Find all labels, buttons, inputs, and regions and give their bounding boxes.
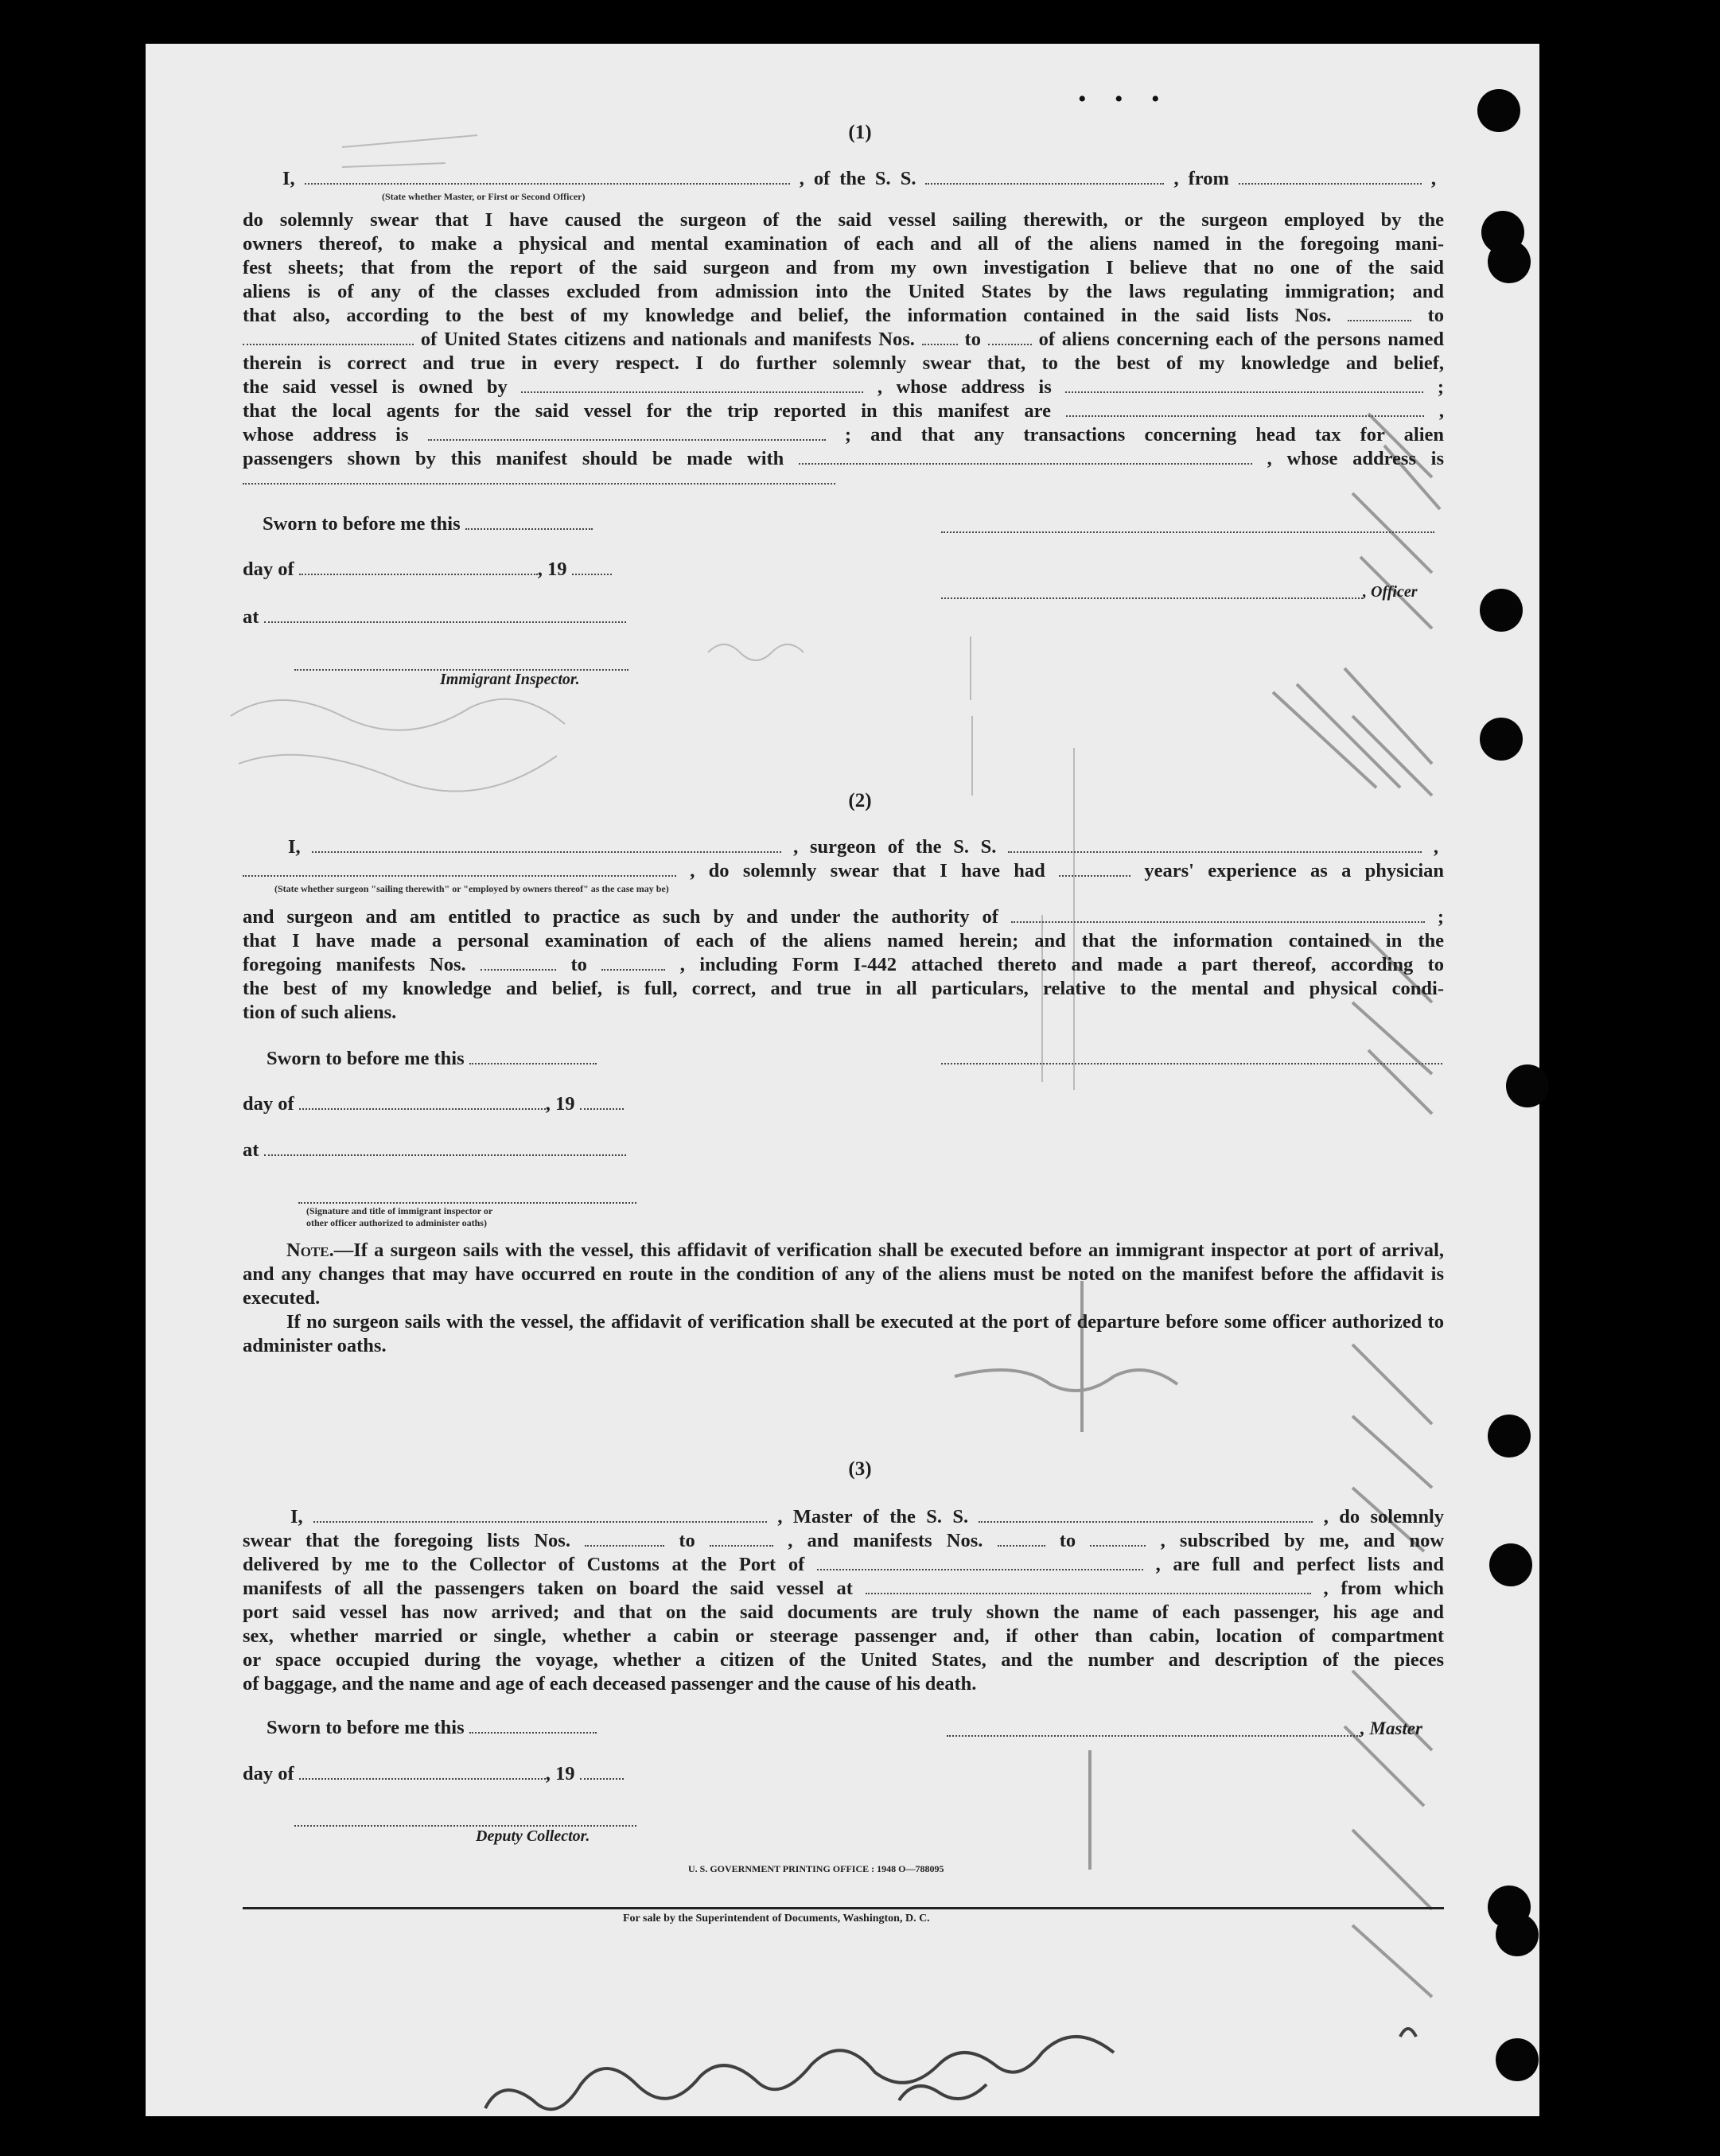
section-3-line-e: port said vessel has now arrived; and that on the said documents are truly shown the name of each passenger, his age and: [243, 1601, 1444, 1623]
section-3-manifests-from-field[interactable]: [998, 1544, 1045, 1547]
surgeon-manifests-to-field[interactable]: [601, 968, 665, 971]
section-2-number: (2): [848, 790, 872, 811]
section-1-line-7: therein is correct and true in every respect. I do further solemnly swear that, to the best of my knowledge and belief,: [243, 352, 1444, 374]
section-2-sig-caption-2: other officer authorized to administer oaths): [306, 1217, 487, 1228]
section-3-deputy-line[interactable]: [294, 1824, 636, 1827]
section-3-boarding-port-field[interactable]: [866, 1592, 1311, 1594]
gpo-imprint: U. S. GOVERNMENT PRINTING OFFICE : 1948 O—788095: [688, 1863, 944, 1874]
section-3-master-line[interactable]: [947, 1734, 1360, 1737]
section-2-line-c: and surgeon and am entitled to practice as such by and under the authority of ;: [243, 906, 1445, 928]
binder-hole: [1488, 1415, 1531, 1457]
section-1-line-a: I, , of the S. S. , from ,: [282, 168, 1437, 189]
section-1-year-field[interactable]: [572, 573, 612, 575]
section-2-line-a: I, , surgeon of the S. S. ,: [288, 836, 1438, 858]
section-3-lists-to-field[interactable]: [710, 1544, 773, 1547]
footer-rule: [243, 1907, 1444, 1909]
section-3-year-field[interactable]: [580, 1777, 624, 1780]
section-1-number: (1): [848, 122, 872, 143]
from-port-field[interactable]: [1239, 182, 1422, 185]
head-tax-party-field[interactable]: [799, 462, 1252, 465]
binder-hole: [1488, 240, 1531, 283]
for-sale-line: For sale by the Superintendent of Documents, Washington, D. C.: [623, 1913, 930, 1924]
section-1-inspector-label: Immigrant Inspector.: [440, 671, 580, 688]
surgeon-name-field[interactable]: [312, 850, 781, 853]
section-1-signature-line[interactable]: [941, 531, 1434, 533]
section-1-line-1: do solemnly swear that I have caused the surgeon of the said vessel sailing therewith, or the surgeon employed by the: [243, 209, 1444, 231]
section-2-signature-line[interactable]: [941, 1062, 1442, 1064]
section-3-deputy-label: Deputy Collector.: [476, 1827, 590, 1845]
section-2-line-e: foregoing manifests Nos. to , including Form I-442 attached thereto and made a part thereof, according to: [243, 954, 1445, 975]
section-3-vessel-field[interactable]: [979, 1520, 1313, 1523]
manifests-to-field[interactable]: [988, 343, 1032, 345]
binder-hole: [1480, 718, 1523, 761]
scan-speckle: • • •: [1078, 86, 1171, 112]
owner-field[interactable]: [521, 391, 863, 393]
section-1-line-11: passengers shown by this manifest should be made with , whose address is: [243, 448, 1444, 469]
section-2-sworn-day-field[interactable]: [469, 1062, 597, 1064]
section-1-at-field[interactable]: [264, 621, 626, 623]
lists-from-field[interactable]: [1348, 319, 1411, 321]
binder-hole: [1489, 1543, 1532, 1586]
section-1-line-8: the said vessel is owned by , whose address is ;: [243, 376, 1445, 398]
section-2-month-field[interactable]: [299, 1107, 546, 1110]
section-2-line-f: the best of my knowledge and belief, is full, correct, and true in all particulars, relative to the mental and physical condi-: [243, 978, 1444, 999]
surgeon-vessel-field[interactable]: [1008, 850, 1422, 853]
section-2-line-g: tion of such aliens.: [243, 1002, 397, 1023]
section-1-line-4: aliens is of any of the classes excluded from admission into the United States by the laws regulating immigration; and: [243, 281, 1444, 302]
binder-hole: [1506, 1064, 1549, 1107]
section-1-officer-label: , Officer: [1363, 583, 1418, 601]
section-2-note-2: If no surgeon sails with the vessel, the affidavit of verification shall be executed at the port of departure before some officer authorized to administer oaths.: [243, 1311, 1444, 1356]
agents-address-field[interactable]: [428, 438, 826, 441]
section-3-day-of: day of , 19: [243, 1763, 624, 1785]
section-2-sworn: Sworn to before me this: [267, 1048, 597, 1070]
section-3-line-g: or space occupied during the voyage, whether a citizen of the United States, and the number and description of the pieces: [243, 1649, 1444, 1671]
local-agents-field[interactable]: [1066, 414, 1424, 417]
section-3-line-b: swear that the foregoing lists Nos. to , and manifests Nos. to , subscribed by me, and now: [243, 1530, 1445, 1551]
section-1-officer-line[interactable]: [941, 597, 1363, 599]
section-2-at-field[interactable]: [264, 1154, 626, 1156]
section-2-inspector-line[interactable]: [298, 1201, 636, 1204]
section-2-year-field[interactable]: [580, 1107, 624, 1110]
section-1-at: at: [243, 606, 626, 629]
section-3-month-field[interactable]: [299, 1777, 546, 1780]
binder-hole: [1480, 589, 1523, 632]
manifests-from-field[interactable]: [922, 343, 958, 345]
section-3-line-a: I, , Master of the S. S. , do solemnly: [290, 1506, 1445, 1527]
section-2-day-of: day of , 19: [243, 1093, 624, 1115]
section-2-note-1: Note.—If a surgeon sails with the vessel, this affidavit of verification shall be executed before an immigrant inspector at port of arrival, and any changes that may have occurred en route in the condition of any of the aliens must be noted on the manifest before the affidavit is executed.: [243, 1240, 1444, 1309]
section-1-line-10: whose address is ; and that any transactions concerning head tax for alien: [243, 424, 1445, 446]
section-3-line-c: delivered by me to the Collector of Customs at the Port of , are full and perfect lists and: [243, 1554, 1444, 1575]
lists-to-field[interactable]: [243, 343, 414, 345]
section-1-month-field[interactable]: [299, 573, 538, 575]
section-1-line-a-caption: (State whether Master, or First or Second Officer): [382, 191, 586, 202]
head-tax-address-field[interactable]: [243, 482, 835, 485]
section-3-line-f: sex, whether married or single, whether a cabin or steerage passenger and, if other than cabin, location of compartment: [243, 1625, 1444, 1647]
section-1-line-9: that the local agents for the said vessel for the trip reported in this manifest are ,: [243, 400, 1445, 422]
section-3-port-field[interactable]: [817, 1568, 1143, 1570]
section-1-sworn-day-field[interactable]: [465, 527, 593, 530]
section-2-sig-caption-1: (Signature and title of immigrant inspector or: [306, 1205, 493, 1216]
years-experience-field[interactable]: [1059, 874, 1130, 877]
section-1-line-2: owners thereof, to make a physical and mental examination of each and all of the aliens named in the foregoing mani-: [243, 233, 1444, 255]
section-3-sworn: Sworn to before me this: [267, 1717, 597, 1739]
section-1-day-of: day of , 19: [243, 558, 612, 581]
section-2-line-b-caption: (State whether surgeon "sailing therewith" or "employed by owners thereof" as the case may be): [274, 883, 669, 894]
section-2-line-d: that I have made a personal examination of each of the aliens named herein; and that the information contained in the: [243, 930, 1444, 952]
section-3-master-label: , Master: [1360, 1718, 1422, 1738]
binder-hole: [1496, 1913, 1539, 1956]
section-3-sworn-day-field[interactable]: [469, 1731, 597, 1734]
authority-field[interactable]: [1011, 920, 1425, 923]
section-3-line-h: of baggage, and the name and age of each deceased passenger and the cause of his death.: [243, 1673, 977, 1695]
section-2-at: at: [243, 1139, 626, 1162]
section-2-line-b: , do solemnly swear that I have had years' experience as a physician: [243, 859, 1444, 883]
section-1-line-6: of United States citizens and nationals and manifests Nos. to of aliens concerning each of the persons named: [243, 328, 1444, 352]
section-1-line-5: that also, according to the best of my knowledge and belief, the information contained in the said lists Nos. to: [243, 305, 1445, 326]
surgeon-manifests-from-field[interactable]: [481, 968, 556, 971]
section-3-lists-from-field[interactable]: [585, 1544, 664, 1547]
vessel-name-field[interactable]: [925, 182, 1164, 185]
master-or-officer-field[interactable]: [305, 182, 790, 185]
owner-address-field[interactable]: [1065, 391, 1423, 393]
section-3-manifests-to-field[interactable]: [1090, 1544, 1146, 1547]
surgeon-status-field[interactable]: [243, 874, 676, 877]
section-3-line-d: manifests of all the passengers taken on board the said vessel at , from which: [243, 1578, 1445, 1599]
section-1-line-3: fest sheets; that from the report of the said surgeon and from my own investigation I believe that no one of the said: [243, 257, 1444, 278]
section-3-master-name-field[interactable]: [313, 1520, 767, 1523]
section-3-number: (3): [848, 1458, 872, 1480]
binder-hole: [1496, 2038, 1539, 2081]
section-1-sworn: Sworn to before me this: [263, 513, 593, 535]
